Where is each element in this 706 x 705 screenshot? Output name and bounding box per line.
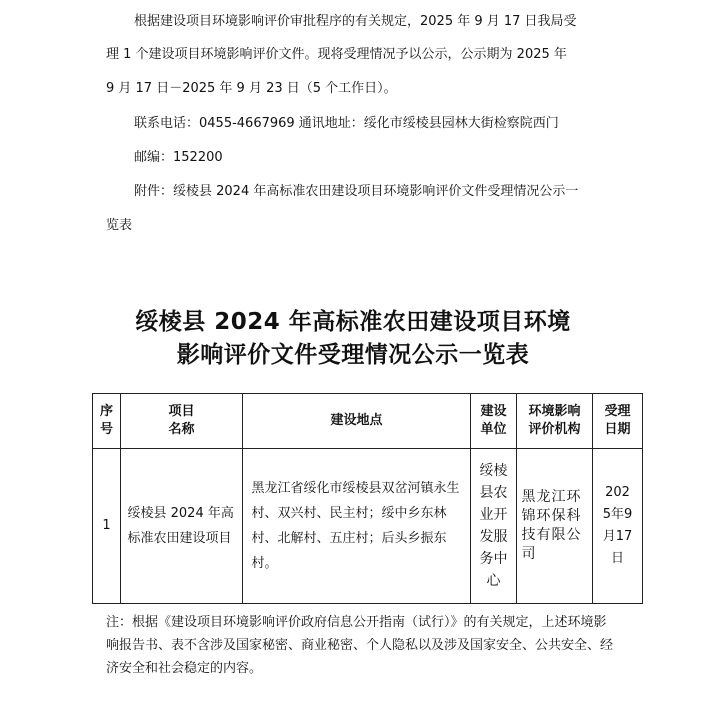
attachment-line-1: 附件：绥棱县 2024 年高标准农田建设项目环境影响评价文件受理情况公示一: [134, 184, 579, 199]
cell-date: 2025年9月17日: [593, 449, 643, 604]
cell-seq: 1: [93, 449, 121, 604]
table-row: [93, 449, 643, 604]
header-unit-top: 建设: [480, 404, 507, 419]
cell-agency: 黑龙江环锦环保科技有限公司: [517, 449, 593, 604]
table-title-line-1: 绥棱县 2024 年高标准农田建设项目环境: [135, 309, 571, 335]
header-date: [593, 394, 643, 449]
cell-unit: 绥棱县农业开发服务中心: [471, 449, 517, 604]
header-seq: 序号: [93, 394, 121, 449]
header-agency: [517, 394, 593, 449]
header-agency-top: 环境影响: [528, 404, 581, 419]
header-project-name-bottom: 名称: [168, 422, 195, 437]
contact-line: 联系电话：0455-4667969 通讯地址：绥化市绥棱县园林大街检察院西门: [134, 116, 559, 131]
header-date-top: 受理: [604, 404, 631, 419]
intro-line-2: 理 1 个建设项目环境影响评价文件。现将受理情况予以公示，公示期为 2025 年: [106, 47, 567, 62]
acceptance-table: [92, 393, 643, 604]
footnote: 注：根据《建设项目环境影响评价政府信息公开指南（试行）》的有关规定，上述环境影响报告书、表不含涉及国家秘密、商业秘密、个人隐私以及涉及国家安全、公共安全、经济安全和社会稳定的内容。: [106, 615, 614, 676]
intro-line-3: 9 月 17 日－2025 年 9 月 23 日（5 个工作日）。: [106, 81, 397, 96]
header-project-name: [121, 394, 243, 449]
header-date-bottom: 日期: [604, 422, 631, 437]
attachment-line-2: 览表: [106, 218, 133, 233]
header-location: 建设地点: [243, 394, 471, 449]
header-agency-bottom: 评价机构: [528, 422, 581, 437]
cell-location: 黑龙江省绥化市绥棱县双岔河镇永生村、双兴村、民主村；绥中乡东林村、北解村、五庄村；后头乡振东村。: [243, 449, 471, 604]
table-title-line-2: 影响评价文件受理情况公示一览表: [176, 342, 530, 368]
cell-project-name: 绥棱县 2024 年高标准农田建设项目: [121, 449, 243, 604]
postcode-line: 邮编：152200: [134, 150, 223, 165]
intro-line-1: 根据建设项目环境影响评价审批程序的有关规定，2025 年 9 月 17 日我局受: [134, 14, 577, 29]
table-header-row: [93, 394, 643, 449]
header-unit-bottom: 单位: [480, 422, 507, 437]
header-unit: [471, 394, 517, 449]
header-project-name-top: 项目: [168, 404, 195, 419]
